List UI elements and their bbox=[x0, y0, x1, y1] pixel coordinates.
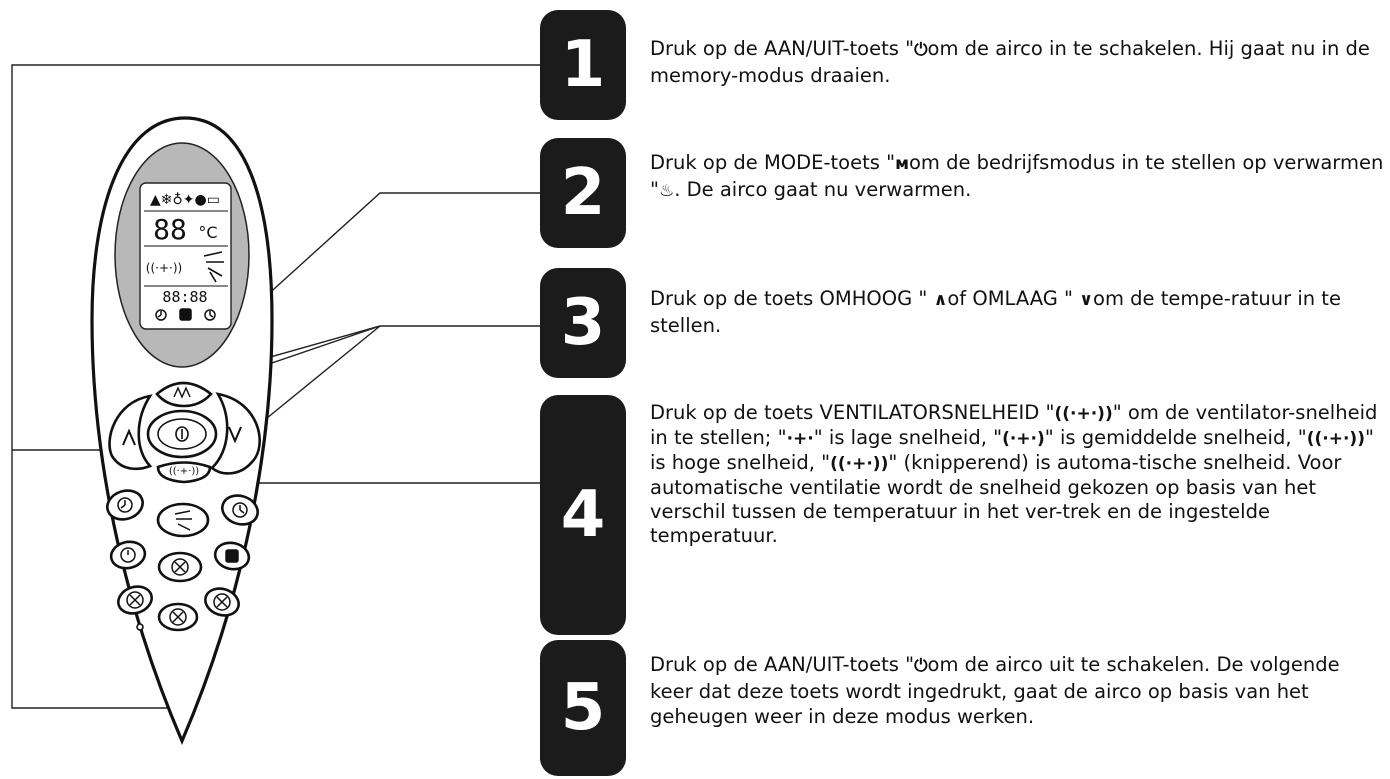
step-text: om de airco in te schakelen. Hij gaat nu in de memory-modus draaien. bbox=[650, 37, 1370, 87]
step-text: " is lage snelheid, " bbox=[813, 426, 1003, 449]
step-number-badge: 3 bbox=[540, 268, 626, 378]
step-text: Druk op de AAN/UIT-toets " bbox=[650, 653, 915, 676]
step-instruction bbox=[650, 150, 1386, 204]
step-instruction bbox=[650, 36, 1386, 88]
callout-lines bbox=[12, 65, 540, 708]
step-text: om de airco uit te schakelen. De volgende keer dat deze toets wordt ingedrukt, gaat de airco op basis van het geheugen weer in deze modus werken. bbox=[650, 653, 1340, 728]
step-text: Druk op de toets VENTILATORSNELHEID " bbox=[650, 401, 1055, 424]
power-symbol: ⏻ bbox=[914, 40, 928, 60]
lcd-temperature-unit: °C bbox=[198, 223, 218, 242]
fan-medium-symbol: (·+·) bbox=[1002, 429, 1045, 449]
fan-symbol: ((·+·)) bbox=[1054, 404, 1113, 424]
down-symbol: ∨ bbox=[1079, 290, 1094, 310]
up-symbol: ∧ bbox=[933, 290, 948, 310]
callout-line-1 bbox=[12, 65, 540, 708]
step-text: " is hoge snelheid, " bbox=[650, 426, 1374, 474]
step-number-badge: 1 bbox=[540, 10, 626, 120]
step-4 bbox=[540, 395, 1390, 635]
step-instruction bbox=[650, 652, 1386, 729]
step-text: Druk op de MODE-toets " bbox=[650, 151, 896, 174]
step-text: of OMLAAG " bbox=[947, 287, 1080, 310]
mode-symbol: ᴍ bbox=[895, 154, 909, 174]
step-text: om de tempe-ratuur in te stellen. bbox=[650, 287, 1341, 337]
lcd-temperature: 88 bbox=[153, 213, 187, 246]
remote-control-diagram bbox=[0, 0, 540, 779]
step-text: " (knipperend) is automa-tische snelheid. Voor automatische ventilatie wordt de snelheid gekozen op basis van het verschil tussen de temperatuur in het ver-trek en de ingestelde temperatuur. bbox=[650, 451, 1342, 547]
step-5 bbox=[540, 640, 1390, 776]
step-text: Druk op de AAN/UIT-toets " bbox=[650, 37, 915, 60]
fan-speed-icon: ((·+·)) bbox=[168, 466, 200, 477]
step-text: " is gemiddelde snelheid, " bbox=[1044, 426, 1307, 449]
power-symbol: ⏻ bbox=[914, 656, 928, 676]
fan-auto-symbol: ((·+·)) bbox=[830, 454, 889, 474]
step-number-badge: 4 bbox=[540, 395, 626, 635]
step-number-badge: 5 bbox=[540, 640, 626, 776]
step-text: om de bedrijfsmodus in te stellen op verwarmen " bbox=[650, 151, 1384, 201]
fan-low-symbol: ·+· bbox=[786, 429, 814, 449]
fan-high-symbol: ((·+·)) bbox=[1306, 429, 1365, 449]
sleep-icon bbox=[226, 550, 238, 562]
step-instruction bbox=[650, 286, 1386, 338]
heat-symbol: ♨ bbox=[658, 181, 675, 201]
step-text: Druk op de toets OMHOOG " bbox=[650, 287, 934, 310]
lcd-mode-icons: ▲❄♁✦●▭ bbox=[150, 192, 220, 208]
indicator-led bbox=[137, 624, 143, 630]
swing-button[interactable] bbox=[158, 504, 208, 536]
step-instruction bbox=[650, 401, 1386, 548]
lcd-clock: 88:88 bbox=[162, 288, 208, 306]
lcd-fan-speed: ((·+·)) bbox=[145, 261, 183, 275]
step-text: . De airco gaat nu verwarmen. bbox=[674, 178, 972, 201]
step-3 bbox=[540, 268, 1390, 378]
step-text: " om de ventilator-snelheid in te stellen; " bbox=[650, 401, 1378, 449]
step-2 bbox=[540, 138, 1390, 248]
step-1 bbox=[540, 10, 1390, 120]
step-number-badge: 2 bbox=[540, 138, 626, 248]
